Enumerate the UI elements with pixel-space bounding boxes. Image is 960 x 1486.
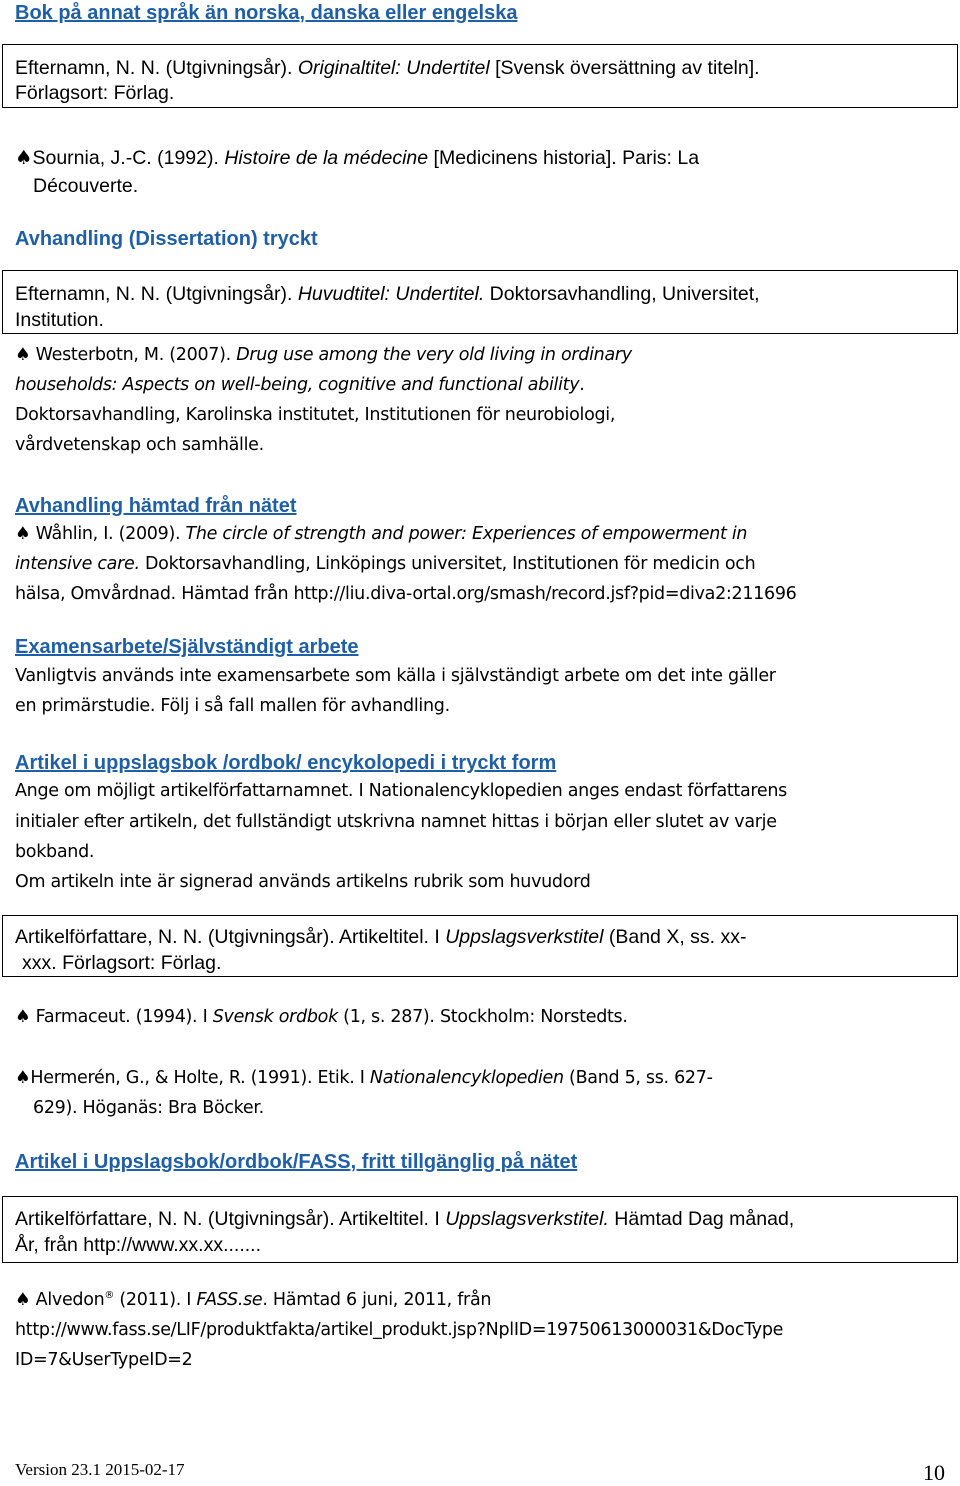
paragraph-line: Ange om möjligt artikelförfattarnamnet. I Nationalencyklopedien anges endast författarens xyxy=(15,781,787,801)
heading-thesis: Examensarbete/Självständigt arbete xyxy=(15,636,359,658)
url-line: ID=7&UserTypeID=2 xyxy=(15,1350,193,1370)
example-reference: ♠Hermerén, G., & Holte, R. (1991). Etik. I Nationalencyklopedien (Band 5, ss. 627- xyxy=(15,1068,713,1088)
example-reference-cont: Doktorsavhandling, Karolinska institutet, Institutionen för neurobiologi, xyxy=(15,405,616,425)
heading-encyclopedia-web: Artikel i Uppslagsbok/ordbok/FASS, fritt tillgänglig på nätet xyxy=(15,1151,578,1173)
example-reference: ♠ Farmaceut. (1994). I Svensk ordbok (1, s. 287). Stockholm: Norstedts. xyxy=(15,1007,628,1027)
template-line: Artikelförfattare, N. N. (Utgivningsår). Artikeltitel. I Uppslagsverkstitel (Band X, ss. xx- xyxy=(15,926,747,948)
heading-encyclopedia-print: Artikel i uppslagsbok /ordbok/ encykolopedi i tryckt form xyxy=(15,752,557,774)
spade-icon: ♠ xyxy=(15,524,31,544)
example-reference: ♠Sournia, J.-C. (1992). Histoire de la médecine [Medicinens historia]. Paris: La xyxy=(15,146,700,169)
example-reference: ♠ Westerbotn, M. (2007). Drug use among the very old living in ordinary xyxy=(15,345,632,365)
template-line: Efternamn, N. N. (Utgivningsår). Originaltitel: Undertitel [Svensk översättning av titeln]. xyxy=(15,57,760,79)
paragraph-line: bokband. xyxy=(15,842,95,862)
example-reference-cont: vårdvetenskap och samhälle. xyxy=(15,435,264,455)
paragraph-line: Vanligtvis används inte examensarbete som källa i självständigt arbete om det inte gäller xyxy=(15,666,776,686)
heading-dissertation-print: Avhandling (Dissertation) tryckt xyxy=(15,228,318,250)
url-line: http://www.fass.se/LIF/produktfakta/artikel_produkt.jsp?NplID=19750613000031&DocType xyxy=(15,1320,784,1340)
paragraph-line: Om artikeln inte är signerad används artikelns rubrik som huvudord xyxy=(15,872,591,892)
example-reference-cont: Découverte. xyxy=(33,175,139,197)
paragraph-line: initialer efter artikeln, det fullständigt utskrivna namnet hittas i början eller slutet av varje xyxy=(15,812,777,832)
template-line: År, från http://www.xx.xx....... xyxy=(15,1234,261,1256)
example-reference-cont: intensive care. Doktorsavhandling, Linköpings universitet, Institutionen för medicin och xyxy=(15,554,756,574)
spade-icon: ♠ xyxy=(15,1290,31,1310)
registered-mark: ® xyxy=(104,1290,115,1302)
page-number: 10 xyxy=(923,1460,945,1485)
paragraph-line: en primärstudie. Följ i så fall mallen för avhandling. xyxy=(15,696,450,716)
spade-icon: ♠ xyxy=(15,1007,31,1027)
example-reference-cont: hälsa, Omvårdnad. Hämtad från http://liu.diva-ortal.org/smash/record.jsf?pid=diva2:211696 xyxy=(15,584,797,604)
example-reference: ♠ Alvedon® (2011). I FASS.se. Hämtad 6 juni, 2011, från xyxy=(15,1290,492,1310)
template-line: Efternamn, N. N. (Utgivningsår). Huvudtitel: Undertitel. Doktorsavhandling, Universitet, xyxy=(15,283,760,305)
template-line: Förlagsort: Förlag. xyxy=(15,82,175,104)
example-reference: ♠ Wåhlin, I. (2009). The circle of strength and power: Experiences of empowerment in xyxy=(15,524,748,544)
template-line: Institution. xyxy=(15,309,104,331)
example-reference-cont: 629). Höganäs: Bra Böcker. xyxy=(33,1098,264,1118)
template-line: Artikelförfattare, N. N. (Utgivningsår). Artikeltitel. I Uppslagsverkstitel. Hämtad Dag månad, xyxy=(15,1208,795,1230)
heading-dissertation-web: Avhandling hämtad från nätet xyxy=(15,495,297,517)
spade-icon: ♠ xyxy=(15,345,31,365)
spade-icon: ♠ xyxy=(15,146,33,169)
template-line: xxx. Förlagsort: Förlag. xyxy=(22,952,222,974)
example-reference-cont: households: Aspects on well-being, cognitive and functional ability. xyxy=(15,375,585,395)
version-label: Version 23.1 2015-02-17 xyxy=(15,1460,185,1479)
spade-icon: ♠ xyxy=(15,1068,31,1088)
heading-foreign-book: Bok på annat språk än norska, danska eller engelska xyxy=(15,2,518,24)
